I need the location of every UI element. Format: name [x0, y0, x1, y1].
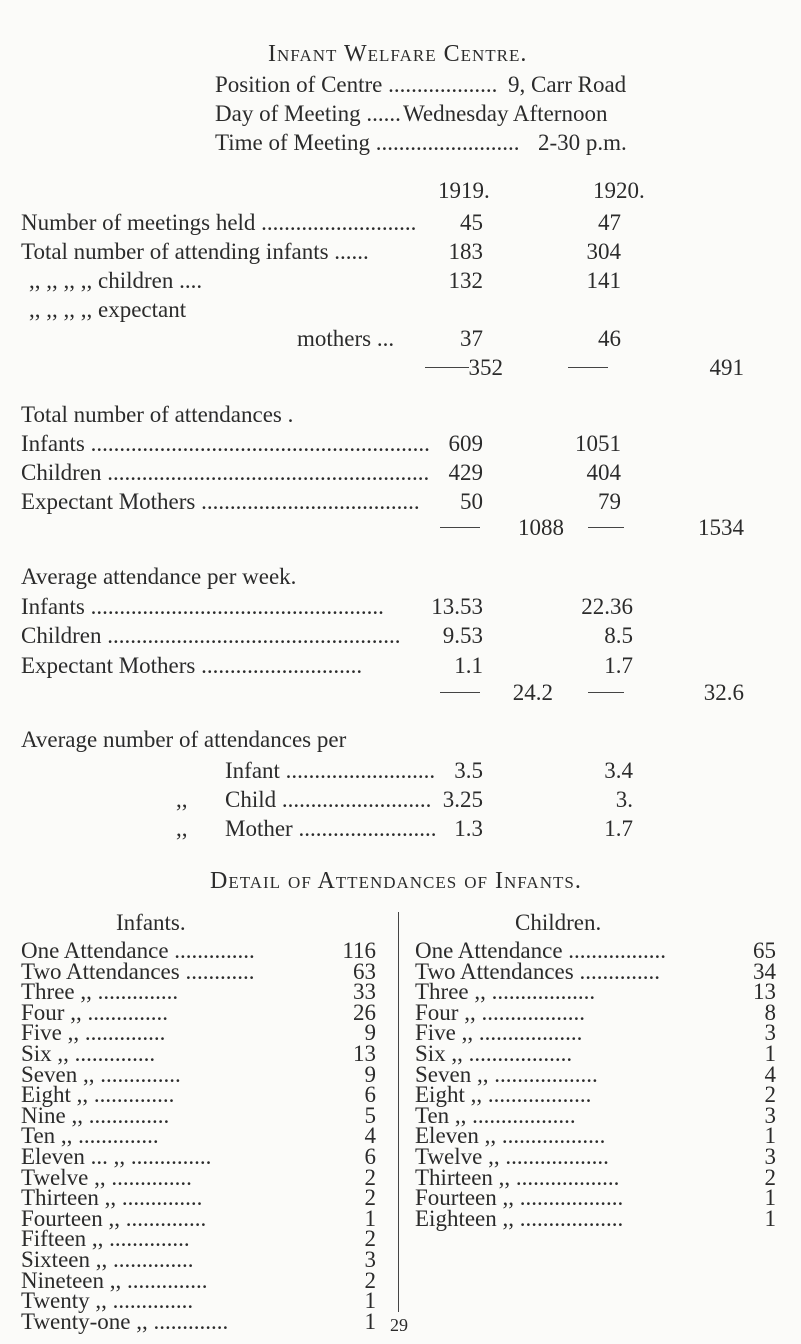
- average-week-infants-label: Infants ...................................................: [21, 594, 384, 619]
- meetings-label: Number of meetings held ...........................: [21, 210, 417, 235]
- infants-row-value: 6: [364, 1144, 376, 1169]
- infants-row-label: Four ,, ..............: [21, 999, 168, 1025]
- average-week-mothers-1920: 1.7: [604, 653, 633, 678]
- infants-heading: Infants.: [116, 910, 186, 935]
- page-title: Infant Welfare Centre.: [268, 41, 528, 67]
- children-row-label: Eleven ,, ..................: [415, 1123, 606, 1149]
- summary-1920-rule: [568, 367, 608, 368]
- infants-total-1920: 304: [586, 239, 621, 264]
- attendances-1920-rule: [588, 527, 624, 528]
- children-row-value: 34: [753, 958, 776, 984]
- children-row-value: 8: [764, 999, 776, 1025]
- children-row-value: 65: [753, 938, 776, 963]
- attendances-infants-1920: 1051: [575, 431, 621, 456]
- summary-total-1919: 352: [468, 355, 503, 380]
- time-label: Time of Meeting .........................: [215, 130, 520, 155]
- infants-row-value: 4: [364, 1123, 376, 1149]
- attendances-infants-label: Infants ...........................................................: [21, 431, 430, 456]
- children-row-value: 3: [764, 1144, 776, 1169]
- infants-row-label: Seven ,, ..............: [21, 1061, 181, 1087]
- average-week-total-1919: 24.2: [512, 680, 553, 705]
- infants-row-value: 26: [353, 999, 376, 1025]
- average-week-children-label: Children ...................................................: [21, 623, 401, 648]
- mothers-total-1920: 46: [598, 326, 621, 351]
- children-row-value: 1: [764, 1123, 776, 1149]
- infants-row-value: 1: [364, 1308, 376, 1334]
- attendances-mothers-1920: 79: [598, 489, 621, 514]
- children-row-label: Eight ,, ..................: [415, 1082, 592, 1108]
- attendances-children-1920: 404: [586, 460, 621, 485]
- children-row-value: 1: [764, 1205, 776, 1231]
- infants-row-value: 9: [364, 1061, 376, 1087]
- attendances-children-1919: 429: [448, 460, 483, 485]
- average-number-child-ditto: ,,: [176, 787, 188, 812]
- mothers-label: mothers ...: [297, 326, 395, 351]
- average-week-total-1920: 32.6: [703, 680, 744, 705]
- children-row-value: 2: [764, 1164, 776, 1190]
- children-row-value: 1: [764, 1185, 776, 1211]
- infants-row-label: Nine ,, ..............: [21, 1102, 170, 1128]
- children-row-label: Five ,, ..................: [415, 1020, 583, 1046]
- average-number-heading: Average number of attendances per: [21, 727, 347, 752]
- infants-row-label: Sixteen ,, ..............: [21, 1247, 194, 1272]
- average-number-child-1920: 3.: [615, 787, 633, 812]
- infants-row-value: 3: [364, 1247, 376, 1272]
- children-heading: Children.: [515, 910, 602, 935]
- children-row-label: Seven ,, ..................: [415, 1061, 598, 1087]
- infants-row-label: Fifteen ,, ..............: [21, 1226, 190, 1252]
- infants-row-value: 9: [364, 1020, 376, 1046]
- average-number-child-1919: 3.25: [442, 787, 483, 812]
- year-1919-heading: 1919.: [438, 178, 490, 203]
- infants-row-value: 6: [364, 1082, 376, 1108]
- day-value: Wednesday Afternoon: [403, 101, 608, 126]
- year-1920-heading: 1920.: [593, 178, 645, 203]
- infants-row-label: Twenty ,, ..............: [21, 1288, 194, 1314]
- infants-row-value: 13: [353, 1041, 376, 1066]
- children-row-label: Ten ,, ..................: [415, 1102, 576, 1128]
- position-label: Position of Centre ...................: [215, 72, 498, 97]
- average-number-infant-1919: 3.5: [454, 758, 483, 783]
- infants-row-value: 1: [364, 1205, 376, 1231]
- average-week-children-1919: 9.53: [442, 623, 483, 648]
- attendances-infants-1919: 609: [448, 431, 483, 456]
- infants-row-value: 5: [364, 1102, 376, 1128]
- summary-1919-rule: [425, 367, 469, 368]
- column-divider: [398, 912, 399, 1312]
- infants-row-label: Three ,, ..............: [21, 979, 179, 1005]
- average-week-infants-1919: 13.53: [431, 594, 483, 619]
- attendances-mothers-label: Expectant Mothers ......................................: [21, 489, 420, 514]
- children-row-label: Six ,, ..................: [415, 1041, 573, 1066]
- infants-row-value: 63: [353, 958, 376, 984]
- average-week-mothers-1919: 1.1: [454, 653, 483, 678]
- infants-row-value: 2: [364, 1267, 376, 1293]
- children-row-label: Fourteen ,, ..................: [415, 1185, 624, 1211]
- children-row-label: Four ,, ..................: [415, 999, 585, 1025]
- infants-row-label: Six ,, ..............: [21, 1041, 156, 1066]
- infants-row-label: Fourteen ,, ..............: [21, 1205, 207, 1231]
- infants-row-label: One Attendance ..............: [21, 938, 255, 963]
- average-week-1919-rule: [440, 692, 480, 693]
- average-number-mother-ditto: ,,: [176, 816, 188, 841]
- children-total-1920: 141: [586, 268, 621, 293]
- children-row-label: Three ,, ..................: [415, 979, 596, 1005]
- infants-row-label: Twelve ,, ..............: [21, 1164, 192, 1190]
- detail-title: Detail of Attendances of Infants.: [210, 868, 582, 894]
- infants-row-label: Thirteen ,, ..............: [21, 1185, 203, 1211]
- page-number: 29: [390, 1315, 408, 1335]
- children-row-value: 2: [764, 1082, 776, 1108]
- infants-row-label: Twenty-one ,, .............: [21, 1308, 229, 1334]
- average-week-heading: Average attendance per week.: [21, 564, 297, 589]
- children-row-value: 1: [764, 1041, 776, 1066]
- children-total-1919: 132: [448, 268, 483, 293]
- infants-total-label: Total number of attending infants ......: [21, 239, 369, 264]
- children-row-label: Twelve ,, ..................: [415, 1144, 609, 1169]
- children-row-label: Eighteen ,, ..................: [415, 1205, 624, 1231]
- average-number-infant-label: Infant ..........................: [225, 758, 436, 783]
- infants-row-value: 1: [364, 1288, 376, 1314]
- average-week-children-1920: 8.5: [604, 623, 633, 648]
- position-value: 9, Carr Road: [508, 72, 627, 97]
- average-number-mother-1920: 1.7: [604, 816, 633, 841]
- average-number-child-label: Child ..........................: [225, 787, 432, 812]
- infants-row-value: 2: [364, 1185, 376, 1211]
- day-label: Day of Meeting ......: [215, 101, 401, 126]
- attendances-children-label: Children ........................................................: [21, 460, 430, 485]
- infants-row-label: Two Attendances ............: [21, 958, 255, 984]
- meetings-1919: 45: [460, 210, 483, 235]
- children-row-value: 3: [764, 1020, 776, 1046]
- infants-row-label: Nineteen ,, ..............: [21, 1267, 208, 1293]
- children-row-value: 13: [753, 979, 776, 1005]
- infants-row-label: Ten ,, ..............: [21, 1123, 159, 1149]
- average-number-mother-label: Mother ........................: [225, 816, 437, 841]
- average-week-1920-rule: [588, 692, 624, 693]
- expectant-label: ,, ,, ,, ,, expectant: [29, 297, 187, 322]
- infants-row-value: 2: [364, 1226, 376, 1252]
- infants-row-value: 33: [353, 979, 376, 1005]
- attendances-1919-rule: [440, 527, 480, 528]
- children-row-label: One Attendance .................: [415, 938, 667, 963]
- average-week-infants-1920: 22.36: [581, 594, 633, 619]
- attendances-total-1919: 1088: [518, 515, 564, 540]
- average-week-mothers-label: Expectant Mothers ............................: [21, 653, 363, 678]
- infants-row-label: Five ,, ..............: [21, 1020, 166, 1046]
- mothers-total-1919: 37: [460, 326, 483, 351]
- infants-row-label: Eleven ... ,, ..............: [21, 1144, 212, 1169]
- attendances-mothers-1919: 50: [460, 489, 483, 514]
- children-row-label: Thirteen ,, ..................: [415, 1164, 620, 1190]
- children-total-label: ,, ,, ,, ,, children ....: [29, 268, 203, 293]
- infants-row-value: 2: [364, 1164, 376, 1190]
- time-value: 2-30 p.m.: [538, 130, 627, 155]
- infants-row-value: 116: [342, 938, 376, 963]
- attendances-total-1920: 1534: [698, 515, 744, 540]
- infants-total-1919: 183: [448, 239, 483, 264]
- attendances-heading: Total number of attendances .: [21, 402, 294, 427]
- children-row-value: 4: [764, 1061, 776, 1087]
- meetings-1920: 47: [598, 210, 621, 235]
- summary-total-1920: 491: [709, 355, 744, 380]
- children-row-label: Two Attendances ..............: [415, 958, 660, 984]
- average-number-infant-1920: 3.4: [604, 758, 633, 783]
- children-row-value: 3: [764, 1102, 776, 1128]
- average-number-mother-1919: 1.3: [454, 816, 483, 841]
- infants-row-label: Eight ,, ..............: [21, 1082, 175, 1108]
